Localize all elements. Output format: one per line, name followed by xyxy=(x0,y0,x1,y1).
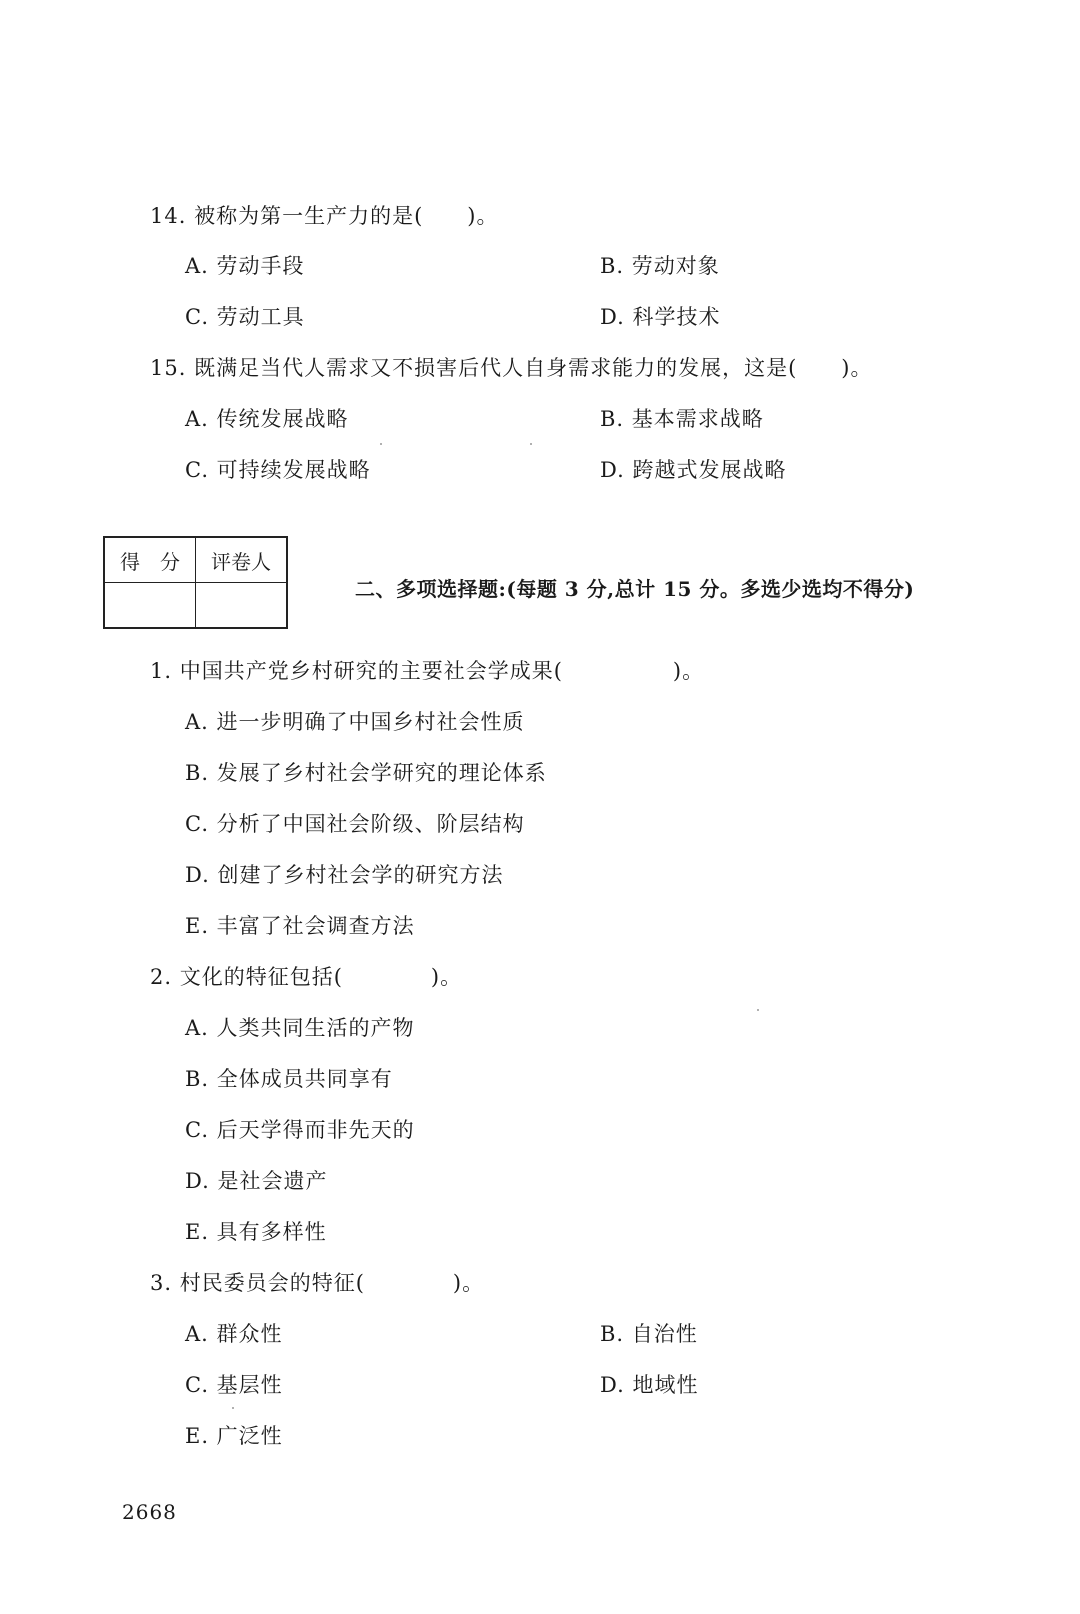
mc-q1-option-d: D. 创建了乡村社会学的研究方法 xyxy=(185,863,504,887)
mc-question-2-stem: 2. 文化的特征包括( )。 xyxy=(150,965,463,989)
q15-option-a: A. 传统发展战略 xyxy=(185,407,349,431)
mc-q2-option-d: D. 是社会遗产 xyxy=(185,1169,328,1193)
mc-q2-option-a: A. 人类共同生活的产物 xyxy=(185,1016,415,1040)
q14-option-d: D. 科学技术 xyxy=(600,305,721,329)
mc-question-3-stem: 3. 村民委员会的特征( )。 xyxy=(150,1271,485,1295)
question-15-stem: 15. 既满足当代人需求又不损害后代人自身需求能力的发展，这是( )。 xyxy=(150,356,873,380)
scan-speck xyxy=(757,1009,759,1011)
q14-option-b: B. 劳动对象 xyxy=(600,254,720,278)
mc-q3-option-e: E. 广泛性 xyxy=(185,1424,283,1448)
mc-q1-option-c: C. 分析了中国社会阶级、阶层结构 xyxy=(185,812,525,836)
q15-option-d: D. 跨越式发展战略 xyxy=(600,458,787,482)
section-2-title: 二、多项选择题:(每题 3 分,总计 15 分。多选少选均不得分) xyxy=(355,577,915,601)
scan-speck xyxy=(530,443,532,445)
q14-option-c: C. 劳动工具 xyxy=(185,305,305,329)
mc-q3-option-b: B. 自治性 xyxy=(600,1322,698,1346)
mc-q3-option-d: D. 地域性 xyxy=(600,1373,699,1397)
mc-q3-option-a: A. 群众性 xyxy=(185,1322,283,1346)
mc-q2-option-c: C. 后天学得而非先天的 xyxy=(185,1118,415,1142)
score-box xyxy=(103,536,288,629)
q15-option-b: B. 基本需求战略 xyxy=(600,407,764,431)
question-14-stem: 14. 被称为第一生产力的是( )。 xyxy=(150,204,499,228)
q15-option-c: C. 可持续发展战略 xyxy=(185,458,371,482)
mc-q2-option-e: E. 具有多样性 xyxy=(185,1220,327,1244)
mc-question-1-stem: 1. 中国共产党乡村研究的主要社会学成果( )。 xyxy=(150,659,705,683)
score-cell xyxy=(104,583,196,629)
scan-speck xyxy=(232,1407,234,1409)
mc-q1-option-a: A. 进一步明确了中国乡村社会性质 xyxy=(185,710,525,734)
score-label: 得 分 xyxy=(104,537,196,583)
scan-speck xyxy=(380,443,382,445)
grader-cell xyxy=(196,583,288,629)
grader-label: 评卷人 xyxy=(196,537,288,583)
page-number: 2668 xyxy=(122,1500,177,1524)
mc-q1-option-b: B. 发展了乡村社会学研究的理论体系 xyxy=(185,761,547,785)
mc-q1-option-e: E. 丰富了社会调查方法 xyxy=(185,914,415,938)
mc-q3-option-c: C. 基层性 xyxy=(185,1373,283,1397)
mc-q2-option-b: B. 全体成员共同享有 xyxy=(185,1067,393,1091)
q14-option-a: A. 劳动手段 xyxy=(185,254,305,278)
